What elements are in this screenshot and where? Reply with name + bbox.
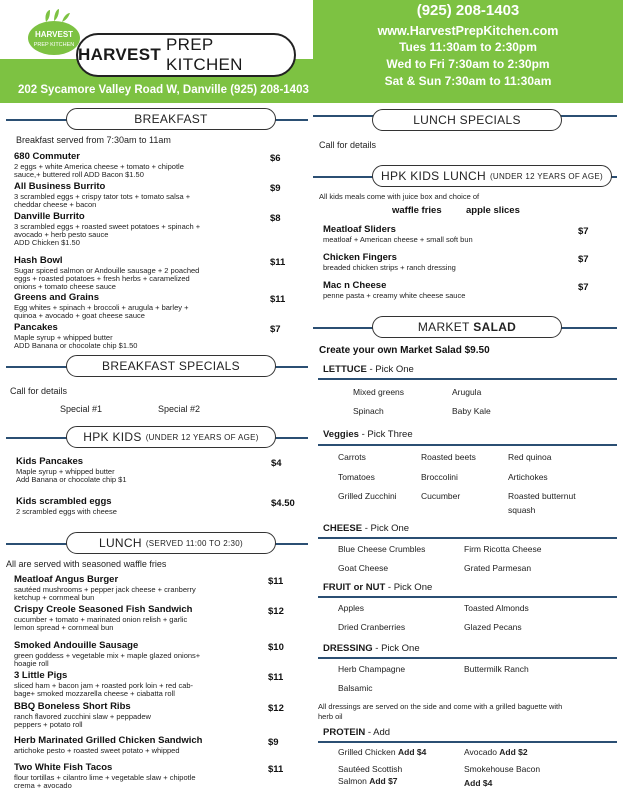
menu-item-desc: quinoa + avocado + goat cheese sauce xyxy=(14,311,145,320)
menu-item-name: All Business Burrito xyxy=(14,181,106,192)
menu-item-desc: penne pasta + creamy white cheese sauce xyxy=(323,291,466,300)
menu-item-desc: ranch flavored zucchini slaw + peppadew xyxy=(14,712,151,721)
menu-item-name: Chicken Fingers xyxy=(323,252,397,263)
opt-grilled-chicken: Grilled Chicken Add $4 xyxy=(338,747,427,757)
menu-item-name: 680 Commuter xyxy=(14,151,80,162)
veggies-line xyxy=(318,444,617,446)
menu-item-name: Smoked Andouille Sausage xyxy=(14,640,139,651)
opt-firm-ricotta: Firm Ricotta Cheese xyxy=(464,544,542,554)
dressing-heading: DRESSING - Pick One xyxy=(323,643,420,654)
menu-item-name: Hash Bowl xyxy=(14,255,63,266)
menu-item-price: $11 xyxy=(270,294,286,305)
brand-title xyxy=(76,33,296,77)
menu-item-price: $8 xyxy=(270,213,281,224)
opt-red-quinoa: Red quinoa xyxy=(508,452,552,462)
menu-item-name: Crispy Creole Seasoned Fish Sandwich xyxy=(14,604,193,615)
logo-line1: HARVEST xyxy=(34,30,74,39)
address-line: 202 Sycamore Valley Road W, Danville (925) 208-1403 xyxy=(18,84,309,96)
lunch-specials-note: Call for details xyxy=(319,140,377,150)
opt-carrots: Carrots xyxy=(338,452,366,462)
cheese-line xyxy=(318,537,617,539)
dressing-note-1: All dressings are served on the side and come with a grilled baguette with xyxy=(318,702,563,711)
menu-item-desc: ketchup + cornmeal bun xyxy=(14,593,95,602)
phone: (925) 208-1403 xyxy=(416,2,520,19)
opt-arugula: Arugula xyxy=(452,387,482,397)
menu-item-price: $7 xyxy=(578,254,589,265)
menu-item-desc: lemon spread + cornmeal bun xyxy=(14,623,114,632)
opt-grated-parmesan: Grated Parmesan xyxy=(464,563,532,573)
menu-item-desc: sliced ham + bacon jam + roasted pork loin + red cab- xyxy=(14,681,194,690)
special-1: Special #1 xyxy=(60,404,103,414)
opt-toasted-almonds: Toasted Almonds xyxy=(464,603,529,613)
menu-item-name: Meatloaf Sliders xyxy=(323,224,396,235)
brand-bold: HARVEST xyxy=(78,45,162,64)
opt-sauteed-scottish: Sautéed Scottish xyxy=(338,764,403,774)
opt-grilled-zucchini: Grilled Zucchini xyxy=(338,491,397,501)
opt-balsamic: Balsamic xyxy=(338,683,373,693)
logo-line2: PREP KITCHEN xyxy=(33,42,75,48)
menu-item-name: Pancakes xyxy=(14,322,58,333)
menu-item-desc: flour tortillas + cilantro lime + vegetable slaw + chipotle xyxy=(14,773,196,782)
lettuce-heading: LETTUCE - Pick One xyxy=(323,364,414,375)
menu-item-desc: cheddar cheese + bacon xyxy=(14,200,97,209)
menu-item-desc: ADD Chicken $1.50 xyxy=(14,238,80,247)
lunch-specials-header: LUNCH SPECIALS xyxy=(372,109,562,131)
menu-item-name: Two White Fish Tacos xyxy=(14,762,113,773)
menu-item-desc: 3 scrambled eggs + roasted sweet potatoes + spinach + xyxy=(14,222,201,231)
menu-item-price: $9 xyxy=(268,737,279,748)
menu-item-desc: onions + tomato cheese sauce xyxy=(14,282,116,291)
menu-item-price: $12 xyxy=(268,606,284,617)
opt-dried-cranberries: Dried Cranberries xyxy=(338,622,406,632)
kids-lunch-note: All kids meals come with juice box and choice of xyxy=(319,192,480,201)
menu-item-price: $6 xyxy=(270,153,281,164)
menu-item-price: $4.50 xyxy=(271,498,295,509)
special-2: Special #2 xyxy=(158,404,201,414)
menu-item-desc: ADD Banana or chocolate chip $1.50 xyxy=(14,341,138,350)
menu-item-price: $12 xyxy=(268,703,284,714)
menu-item-price: $7 xyxy=(578,226,589,237)
menu-item-name: Herb Marinated Grilled Chicken Sandwich xyxy=(14,735,203,746)
menu-item-price: $11 xyxy=(268,672,284,683)
menu-item-desc: sauce,+ buttered roll ADD Bacon $1.50 xyxy=(14,170,144,179)
menu-item-desc: Egg whites + spinach + broccoli + arugula + barley + xyxy=(14,303,189,312)
veggies-heading: Veggies - Pick Three xyxy=(323,429,413,440)
opt-baby-kale: Baby Kale xyxy=(452,406,491,416)
lettuce-line xyxy=(318,378,617,380)
breakfast-specials-header: BREAKFAST SPECIALS xyxy=(66,355,276,377)
menu-item-desc: bage+ smoked mozzarella cheese + ciabatta roll xyxy=(14,689,175,698)
menu-item-desc: artichoke pesto + roasted sweet potato + whipped xyxy=(14,746,180,755)
menu-item-name: Kids Pancakes xyxy=(16,456,84,467)
menu-item-desc: avocado + herb pesto sauce xyxy=(14,230,109,239)
protein-heading: PROTEIN - Add xyxy=(323,727,391,738)
opt-broccolini: Broccolini xyxy=(421,472,458,482)
brand-rest: PREP KITCHEN xyxy=(166,35,243,74)
opt-mixed-greens: Mixed greens xyxy=(353,387,405,397)
protein-line xyxy=(318,741,617,743)
website: www.HarvestPrepKitchen.com xyxy=(377,24,559,38)
menu-item-price: $10 xyxy=(268,642,284,653)
menu-item-name: Meatloaf Angus Burger xyxy=(14,574,119,585)
hpk-kids-header: HPK KIDS (UNDER 12 YEARS OF AGE) xyxy=(66,426,276,448)
opt-artichokes: Artichokes xyxy=(508,472,548,482)
menu-item-desc: cucumber + tomato + marinated onion relish + garlic xyxy=(14,615,188,624)
menu-item-desc: Maple syrup + whipped butter xyxy=(14,333,113,342)
logo xyxy=(26,8,82,56)
choice-apple-slices: apple slices xyxy=(466,205,520,216)
menu-item-desc: breaded chicken strips + ranch dressing xyxy=(323,263,456,272)
menu-item-desc: eggs + roasted potatoes + fresh herbs + caramelized xyxy=(14,274,190,283)
opt-roasted-butternut: Roasted butternut xyxy=(508,491,576,501)
fruit-line xyxy=(318,596,617,598)
menu-item-name: Kids scrambled eggs xyxy=(16,496,112,507)
breakfast-header: BREAKFAST xyxy=(66,108,276,130)
hours-line-3: Sat & Sun 7:30am to 11:30am xyxy=(384,74,552,88)
opt-apples: Apples xyxy=(338,603,364,613)
opt-bacon-add: Add $4 xyxy=(464,778,493,788)
opt-glazed-pecans: Glazed Pecans xyxy=(464,622,522,632)
opt-squash: squash xyxy=(508,505,536,515)
opt-blue-cheese: Blue Cheese Crumbles xyxy=(338,544,426,554)
menu-item-price: $11 xyxy=(268,576,284,587)
lunch-header: LUNCH (SERVED 11:00 TO 2:30) xyxy=(66,532,276,554)
menu-item-name: 3 Little Pigs xyxy=(14,670,68,681)
menu-item-price: $7 xyxy=(270,324,281,335)
opt-spinach: Spinach xyxy=(353,406,384,416)
menu-item-name: Greens and Grains xyxy=(14,292,100,303)
opt-tomatoes: Tomatoes xyxy=(338,472,375,482)
opt-herb-champagne: Herb Champagne xyxy=(338,664,406,674)
menu-item-desc: Sugar spiced salmon or Andouille sausage + 2 poached xyxy=(14,266,200,275)
menu-item-price: $9 xyxy=(270,183,281,194)
opt-roasted-beets: Roasted beets xyxy=(421,452,476,462)
dressing-note-2: herb oil xyxy=(318,712,343,721)
menu-item-desc: Add Banana or chocolate chip $1 xyxy=(16,475,127,484)
menu-item-desc: green goddess + vegetable mix + maple glazed onions+ xyxy=(14,651,201,660)
opt-smokehouse-bacon: Smokehouse Bacon xyxy=(464,764,541,774)
opt-buttermilk-ranch: Buttermilk Ranch xyxy=(464,664,529,674)
menu-item-desc: hoagie roll xyxy=(14,659,49,668)
menu-item-name: BBQ Boneless Short Ribs xyxy=(14,701,131,712)
opt-cucumber: Cucumber xyxy=(421,491,461,501)
dressing-line xyxy=(318,657,617,659)
menu-item-name: Mac n Cheese xyxy=(323,280,387,291)
breakfast-served: Breakfast served from 7:30am to 11am xyxy=(16,135,171,145)
menu-item-desc: sautéed mushrooms + pepper jack cheese + cranberry xyxy=(14,585,196,594)
create-salad: Create your own Market Salad $9.50 xyxy=(319,345,490,356)
opt-goat-cheese: Goat Cheese xyxy=(338,563,389,573)
menu-item-desc: crema + avocado xyxy=(14,781,72,790)
menu-item-price: $4 xyxy=(271,458,282,469)
opt-salmon: Salmon Add $7 xyxy=(338,776,398,786)
menu-item-desc: meatloaf + American cheese + small soft bun xyxy=(323,235,473,244)
menu-item-price: $11 xyxy=(268,764,284,775)
menu-item-desc: 2 eggs + white America cheese + tomato + chipotle xyxy=(14,162,184,171)
menu-item-name: Danville Burrito xyxy=(14,211,85,222)
hours-line-2: Wed to Fri 7:30am to 2:30pm xyxy=(386,57,550,71)
menu-item-desc: peppers + potato roll xyxy=(14,720,83,729)
cheese-heading: CHEESE - Pick One xyxy=(323,523,410,534)
lunch-note: All are served with seasoned waffle fries xyxy=(6,559,167,569)
kids-lunch-header: HPK KIDS LUNCH (UNDER 12 YEARS OF AGE) xyxy=(372,165,612,187)
fruit-heading: FRUIT or NUT - Pick One xyxy=(323,582,433,593)
menu-item-price: $11 xyxy=(270,257,286,268)
breakfast-specials-note: Call for details xyxy=(10,386,68,396)
opt-avocado: Avocado Add $2 xyxy=(464,747,528,757)
choice-waffle-fries: waffle fries xyxy=(392,205,442,216)
menu-item-price: $7 xyxy=(578,282,589,293)
market-salad-header: MARKET SALAD xyxy=(372,316,562,338)
hours-line-1: Tues 11:30am to 2:30pm xyxy=(399,40,537,54)
menu-item-desc: 3 scrambled eggs + crispy tator tots + tomato salsa + xyxy=(14,192,191,201)
menu-item-desc: Maple syrup + whipped butter xyxy=(16,467,115,476)
menu-item-desc: 2 scrambled eggs with cheese xyxy=(16,507,117,516)
